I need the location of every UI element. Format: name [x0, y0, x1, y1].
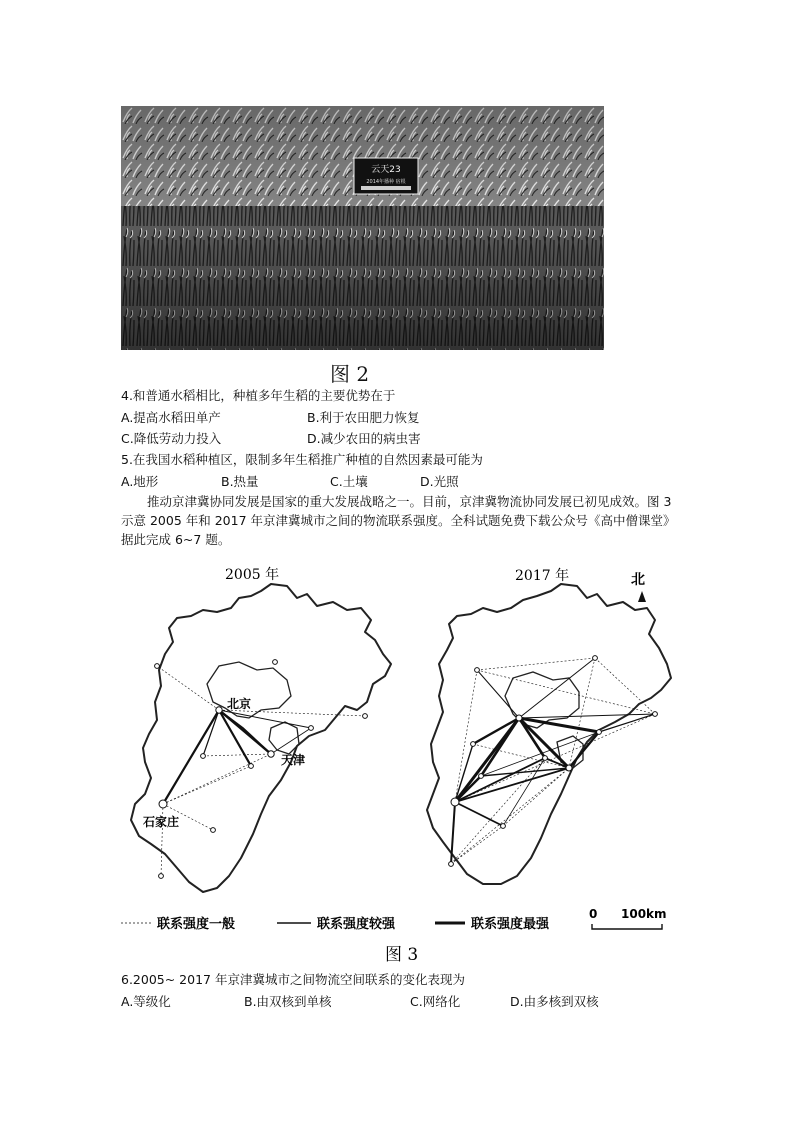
city-dot	[155, 664, 160, 669]
q6-option-a: A.等级化	[121, 994, 171, 1009]
passage-text: 推动京津冀协同发展是国家的重大发展战略之一。目前，京津冀物流协同发展已初见成效。图 3 示意 2005 年和 2017 年京津冀城市之间的物流联系强度。全科试题免费下载公众号《高中僧课堂》据此完成 6~7 题。	[121, 494, 676, 547]
city-dot	[597, 730, 602, 735]
link-sjz-tianjin	[163, 754, 271, 804]
map-2017-outline	[427, 584, 671, 884]
city-beijing-dot	[516, 715, 522, 721]
link-beijing-chengde	[519, 658, 595, 718]
scale-line	[592, 924, 662, 929]
q6-option-d: D.由多核到双核	[510, 994, 599, 1009]
city-dot	[593, 656, 598, 661]
label-shijiazhuang: 石家庄	[143, 815, 180, 829]
scale-distance: 100km	[621, 907, 667, 921]
link-sjz-hengshui	[455, 802, 503, 826]
sign-subtitle: 2014年播种 宿根	[366, 179, 406, 185]
links-2017	[451, 658, 655, 864]
q6-option-c: C.网络化	[410, 994, 461, 1009]
city-shijiazhuang-dot	[159, 800, 167, 808]
scale-bar	[589, 907, 667, 929]
q4-option-c: C.降低劳动力投入	[121, 431, 222, 446]
link-sjz-south	[163, 766, 251, 804]
city-dot	[211, 828, 216, 833]
legend-weak-label: 联系强度一般	[157, 917, 236, 932]
legend	[121, 916, 550, 932]
link-mid-tianjin	[203, 754, 271, 756]
city-dot	[249, 764, 254, 769]
scale-zero: 0	[589, 907, 598, 921]
link-beijing-zhangjiakou	[157, 666, 219, 710]
link-tangshan-qinhuangdao	[599, 714, 655, 732]
link-beijing-baoding	[481, 718, 519, 776]
city-tianjin-dot	[566, 765, 572, 771]
q5-option-c: C.土壤	[330, 474, 368, 489]
q4-option-b: B.利于农田肥力恢复	[307, 410, 420, 425]
question-4-stem: 4.和普通水稻相比，种植多年生稻的主要优势在于	[121, 388, 396, 403]
label-tianjin: 天津	[281, 753, 306, 767]
north-arrow-icon	[631, 572, 646, 602]
north-arrow-mark	[638, 591, 646, 602]
link-chengde-qinhuangdao	[595, 658, 655, 714]
q4-option-d: D.减少农田的病虫害	[307, 431, 421, 446]
city-dot	[309, 726, 314, 731]
city-beijing-dot	[216, 707, 222, 713]
year-2017-label: 2017 年	[515, 568, 570, 584]
link-beijing-south	[219, 710, 251, 766]
city-dot	[449, 862, 454, 867]
year-2005-label: 2005 年	[225, 567, 280, 583]
legend-medium-label: 联系强度较强	[317, 917, 396, 932]
figure-2-caption: 图 2	[330, 362, 370, 386]
link-tangshan-tianjin	[271, 728, 311, 754]
city-shijiazhuang-dot	[451, 798, 459, 806]
city-dot	[159, 874, 164, 879]
city-dot	[273, 660, 278, 665]
tianjin-boundary-2005	[269, 722, 299, 754]
city-dot	[653, 712, 658, 717]
link-beijing-shijiazhuang	[163, 710, 219, 804]
q4-option-a: A.提高水稻田单产	[121, 410, 221, 425]
cities-2005	[155, 660, 368, 879]
link-handan-hengshui	[451, 826, 503, 864]
city-dot	[543, 756, 548, 761]
link-zjk-chengde	[477, 658, 595, 670]
link-sjz-qinhuangdao	[455, 714, 655, 802]
q5-option-a: A.地形	[121, 474, 159, 489]
links-2005	[157, 666, 365, 876]
label-beijing: 北京	[227, 697, 252, 711]
rice-field-photo	[121, 106, 604, 350]
map-2005-outline	[131, 584, 391, 892]
link-zjk-qinhuangdao	[477, 670, 655, 714]
sign-title: 云天23	[371, 165, 401, 175]
link-beijing-west	[473, 718, 519, 744]
city-dot	[201, 754, 206, 759]
city-dot	[363, 714, 368, 719]
q5-option-b: B.热量	[221, 474, 259, 489]
city-dot	[475, 668, 480, 673]
figure-3-maps	[121, 558, 676, 966]
city-tianjin-dot	[268, 751, 274, 757]
city-dot	[501, 824, 506, 829]
link-beijing-qinhuangdao	[519, 714, 655, 718]
legend-strong-label: 联系强度最强	[471, 917, 550, 932]
north-label: 北	[631, 572, 645, 588]
link-beijing-zhangjiakou	[477, 670, 519, 718]
figure-3-caption: 图 3	[385, 945, 419, 965]
question-5-stem: 5.在我国水稻种植区，限制多年生稻推广种植的自然因素最可能为	[121, 452, 483, 467]
city-dot	[471, 742, 476, 747]
question-6-stem: 6.2005~ 2017 年京津冀城市之间物流空间联系的变化表现为	[121, 972, 465, 987]
city-dot	[479, 774, 484, 779]
q5-option-d: D.光照	[420, 474, 459, 489]
link-beijing-tangshan	[219, 710, 311, 728]
q6-option-b: B.由双核到单核	[244, 994, 332, 1009]
variety-sign	[354, 158, 418, 194]
